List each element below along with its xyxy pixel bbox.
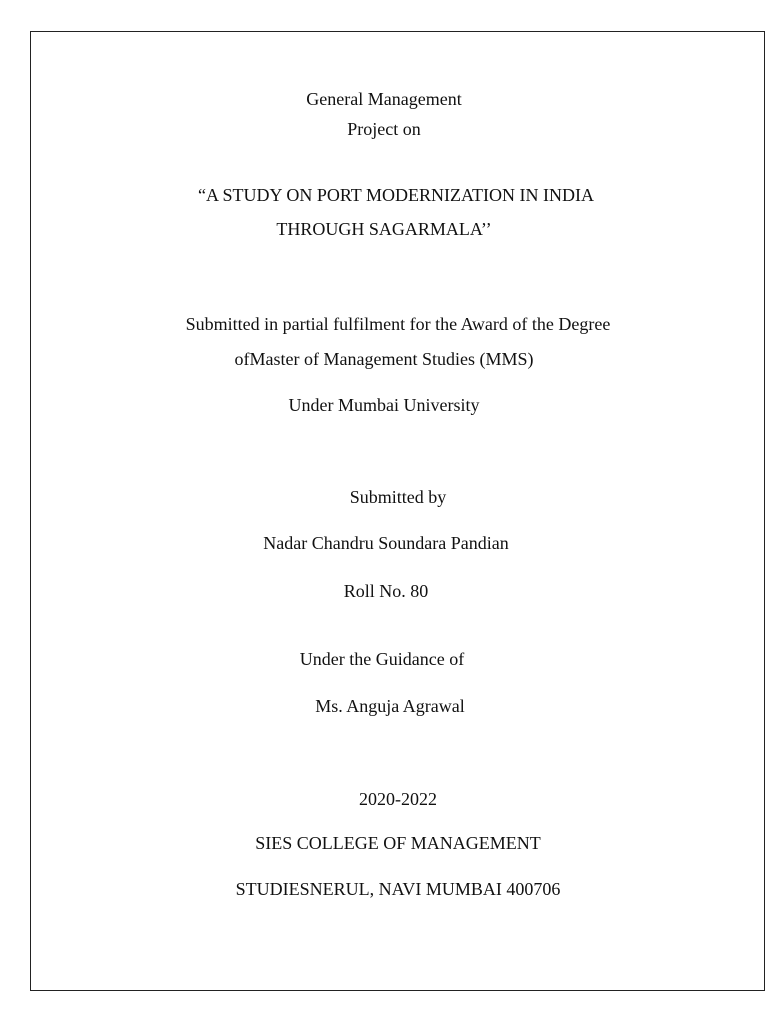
student-name: Nadar Chandru Soundara Pandian	[263, 533, 509, 553]
submitted-by-label: Submitted by	[349, 487, 447, 507]
project-title-line-2: THROUGH SAGARMALA’’	[276, 219, 492, 239]
college-line-2: STUDIESNERUL, NAVI MUMBAI 400706	[235, 879, 561, 899]
heading-line-1: General Management	[306, 89, 462, 109]
submission-statement-line-1: Submitted in partial fulfilment for the Award of the Degree	[185, 314, 611, 334]
guidance-label: Under the Guidance of	[299, 649, 465, 669]
project-title-line-1: “A STUDY ON PORT MODERNIZATION IN INDIA	[198, 185, 594, 205]
roll-number: Roll No. 80	[343, 581, 429, 601]
submission-statement-line-2: ofMaster of Management Studies (MMS)	[234, 349, 534, 369]
academic-year: 2020-2022	[359, 789, 437, 809]
guide-name: Ms. Anguja Agrawal	[315, 696, 465, 716]
college-line-1: SIES COLLEGE OF MANAGEMENT	[255, 833, 541, 853]
university-line: Under Mumbai University	[288, 395, 480, 415]
heading-line-2: Project on	[347, 119, 421, 139]
